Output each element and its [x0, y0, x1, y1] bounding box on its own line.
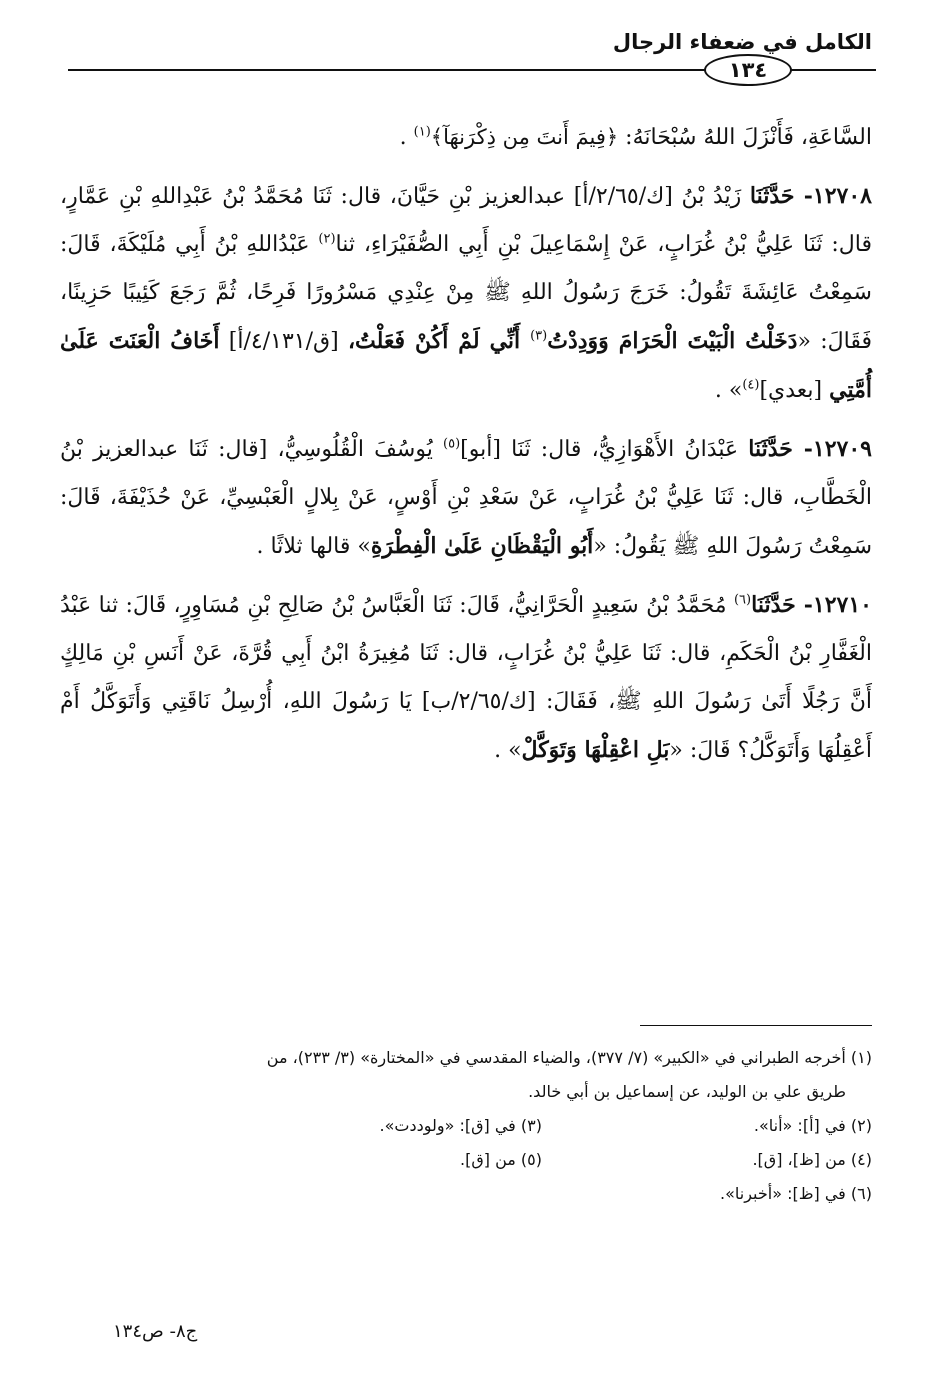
- text-segment: عَبْدَانُ الأَهْوَازِيُّ، قال: ثَنَا [أبو]: [460, 437, 749, 462]
- page-number-badge: ١٣٤: [704, 54, 792, 86]
- footnote-4: (٤) من [ظ]، [ق].: [752, 1150, 872, 1169]
- footnote-1-continuation: طريق علي بن الوليد، عن إسماعيل بن أبي خالد.: [528, 1082, 846, 1101]
- text-segment: » .: [714, 378, 743, 403]
- text-segment: يُوسُفَ الْقُلُوسِيُّ، [قال: ثَنَا عبدالعزيز بْنُ الْخَطَّابِ، قال: ثَنَا عَلِيُّ بْنُ غُرَابٍ، عَنْ سَعْدِ بْنِ أَوْسٍ، عَنْ بِلالٍ الْعَبْسِيِّ، عَنْ حُذَيْفَةَ، قَالَ: سَمِعْتُ رَسُولَ اللهِ ﷺ يَقُولُ: «: [60, 437, 872, 559]
- footnote-ref: (٣): [530, 328, 548, 344]
- hadith-matn: دَخَلْتُ الْبَيْتَ الْحَرَامَ وَوَدِدْتُ: [547, 328, 798, 354]
- hadith-number: ١٢٧٠٨-: [794, 183, 872, 209]
- hadith-12708: [60, 172, 872, 415]
- haddathana-word: حَدَّثَنَا: [751, 592, 796, 618]
- hadith-matn: بَلِ اعْقِلْهَا وَتَوَكَّلْ: [521, 737, 670, 763]
- text-segment: .: [399, 125, 414, 150]
- footnote-6: (٦) في [ظ]: «أخبرنا».: [720, 1184, 872, 1203]
- footnote-row: [60, 1143, 872, 1177]
- volume-page-footer: ج٨- ص١٣٤: [113, 1321, 198, 1342]
- footnote-ref: (١): [413, 124, 431, 140]
- text-segment: عَبْدُاللهِ بْنُ أَبِي مُلَيْكَةَ، قَالَ: سَمِعْتُ عَائِشَةَ تَقُولُ: خَرَجَ رَسُولُ اللهِ ﷺ مِنْ عِنْدِي مَسْرُورًا فَرِحًا، ثُمَّ رَجَعَ كَئِيبًا حَزِينًا، فَقَالَ: «: [60, 232, 872, 354]
- text-segment: [بعدي]: [759, 378, 830, 403]
- footnote-2: (٢) في [أ]: «أنا».: [753, 1116, 872, 1135]
- footnote-1: (١) أخرجه الطبراني في «الكبير» (٧/ ٣٧٧)، والضياء المقدسي في «المختارة» (٣/ ٢٣٣)، من: [266, 1048, 872, 1067]
- haddathana-word: حَدَّثَنَا: [749, 183, 795, 209]
- hadith-matn: أَنِّي لَمْ أَكُنْ فَعَلْتُ،: [347, 328, 531, 354]
- haddathana-word: حَدَّثَنَا: [748, 436, 793, 462]
- footnote-ref: (٤): [742, 377, 760, 393]
- footnote-3: (٣) في [ق]: «ولوددت».: [379, 1116, 542, 1135]
- text-segment: السَّاعَةِ، فَأَنْزَلَ اللهُ سُبْحَانَهُ:: [618, 125, 872, 150]
- footnote-ref: (٦): [733, 592, 752, 608]
- quran-verse: ﴿فِيمَ أَنتَ مِن ذِكْرَنهَآ﴾: [430, 125, 619, 149]
- hadith-12709: [60, 425, 872, 571]
- manuscript-marker: [ق/٤/١٣١/أ]: [219, 329, 348, 354]
- footnote-row: [60, 1177, 872, 1211]
- text-segment: » .: [494, 738, 522, 763]
- footnote-separator: [640, 1025, 872, 1026]
- running-header-title: الكامل في ضعفاء الرجال: [612, 30, 872, 54]
- footnote-ref: (٢): [318, 231, 336, 247]
- footnotes: [60, 1041, 872, 1211]
- footnote-5: (٥) من [ق].: [460, 1150, 542, 1169]
- hadith-12710: [60, 581, 872, 775]
- footnote-row: [60, 1109, 872, 1143]
- footnote-ref: (٥): [443, 436, 461, 452]
- text-segment: » قالها ثلاثًا .: [256, 534, 371, 559]
- paragraph-continuation: [60, 113, 872, 162]
- hadith-number: ١٢٧١٠-: [795, 592, 872, 618]
- text-segment: زَيْدُ بْنُ [ك/٢/٦٥/أ] عبدالعزيز بْنِ حَيَّانَ، قال: ثَنَا مُحَمَّدُ بْنُ عَبْدِاللهِ بْنِ عَمَّارٍ، قال: ثَنَا عَلِيُّ بْنُ غُرَابٍ، عَنْ إِسْمَاعِيلَ بْنِ أَبِي الصُّفَيْرَاءِ، ثنا: [60, 184, 873, 257]
- hadith-number: ١٢٧٠٩-: [792, 436, 872, 462]
- hadith-matn: أَخَافُ الْعَنَتَ عَلَىٰ أُمَّتِي: [60, 328, 872, 403]
- hadith-matn: أَبُو الْيَقْظَانِ عَلَىٰ الْفِطْرَةِ: [370, 533, 594, 559]
- main-text: [60, 113, 872, 785]
- text-segment: مُحَمَّدُ بْنُ سَعِيدٍ الْحَرَّانِيُّ، قَالَ: ثَنَا الْعَبَّاسُ بْنُ صَالِحِ بْنِ مُسَاوِرٍ، قَالَ: ثنا عَبْدُ الْغَفَّارِ بْنُ الْحَكَمِ، قال: ثَنَا عَلِيُّ بْنُ غُرَابٍ، قال: ثَنَا مُغِيرَةُ ابْنُ أَبِي قُرَّةَ، عَنْ أَنَسِ بْنِ مَالِكٍ أَنَّ رَجُلًا أَتَىٰ رَسُولَ اللهِ ﷺ، فَقَالَ: [ك/٢/٦٥/ب] يَا رَسُولَ اللهِ، أُرْسِلُ نَاقَتِي وَأَتَوَكَّلُ أَمْ أَعْقِلُهَا وَأَتَوَكَّلُ؟ قَالَ: «: [60, 593, 872, 763]
